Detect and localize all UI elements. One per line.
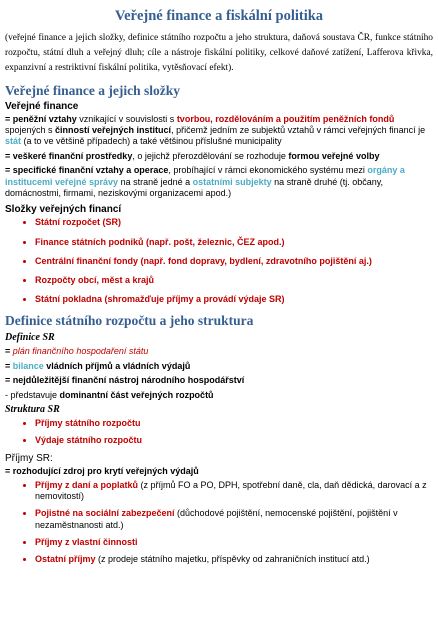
list-item: • Finance státních podniků (např. pošt, železnic, ČEZ apod.): [35, 237, 433, 248]
budget-definition-3: = nejdůležitější finanční nástroj národního hospodářství: [5, 375, 245, 386]
definition-paragraph-3: = specifické finanční vztahy a operace, probíhající v rámci ekonomického systému mezi orgány a institucemi veřejné správy na straně jedné a ostatními subjekty na straně druhé (tj. občany, domácnostmi, firmami, neziskovými organizacemi apod.): [5, 165, 405, 199]
list-item: • Rozpočty obcí, měst a krajů: [35, 275, 433, 286]
definition-heading: Definice SR: [5, 332, 55, 344]
definition-paragraph-2: = veškeré finanční prostředky, o jejichž přerozdělování se rozhoduje formou veřejné volby: [5, 150, 380, 161]
subheading-public-finance: Veřejné finance: [5, 100, 79, 112]
list-item: • Ostatní příjmy (z prodeje státního majetku, příspěvky od zahraničních institucí atd.): [35, 554, 433, 565]
components-list: [5, 217, 433, 305]
list-item: • Příjmy státního rozpočtu: [35, 418, 433, 429]
list-item: • Státní pokladna (shromažďuje příjmy a provádí výdaje SR): [35, 294, 433, 305]
intro-paragraph: (veřejné finance a jejich složky, definice státního rozpočtu a jeho struktura, daňová soustava ČR, funkce státního rozpočtu, státní dluh a veřejný dluh; cíle a nástroje fiskální politiky, celkové daňové zatížení, Lafferova křivka, expanzivní a restriktivní fiskální politika, vytěsňovací efekt).: [5, 33, 433, 74]
document-title: Veřejné finance a fiskální politika: [114, 8, 324, 24]
structure-list: [5, 418, 433, 446]
definition-paragraph-1: = peněžní vztahy vznikající v souvislosti s tvorbou, rozdělováním a použitím peněžních fondů spojených s činností veřejných institucí, přičemž jedním ze subjektů vztahů v rámci veřejných financí je stát (a to ve většině případech) a také většinou příslušné municipality: [5, 113, 426, 147]
list-item: • Příjmy z daní a poplatků (z příjmů FO a PO, DPH, spotřební daně, cla, daň dědická, darovací a z nemovitostí): [35, 480, 433, 502]
list-item: • Výdaje státního rozpočtu: [35, 435, 433, 446]
income-definition: = rozhodující zdroj pro krytí veřejných výdajů: [5, 465, 199, 476]
list-item: • Státní rozpočet (SR): [35, 217, 433, 228]
income-heading: Příjmy SR:: [5, 452, 53, 464]
components-heading: Složky veřejných financí: [5, 204, 122, 216]
budget-definition-4: - představuje dominantní část veřejných rozpočtů: [5, 389, 214, 400]
structure-heading: Struktura SR: [5, 404, 60, 416]
section-heading-state-budget: Definice státního rozpočtu a jeho struktura: [5, 313, 254, 329]
income-list: [5, 480, 433, 565]
budget-definition-1: = plán finančního hospodaření státu: [5, 346, 149, 357]
list-item: • Příjmy z vlastní činnosti: [35, 537, 433, 548]
section-heading-public-finance: Veřejné finance a jejich složky: [5, 82, 180, 98]
budget-definition-2: = bilance vládních příjmů a vládních výdajů: [5, 360, 191, 371]
list-item: • Centrální finanční fondy (např. fond dopravy, bydlení, zdravotního pojištění aj.): [35, 256, 433, 267]
list-item: • Pojistné na sociální zabezpečení (důchodové pojištění, nemocenské pojištění, pojištění v nezaměstnanosti atd.): [35, 508, 433, 530]
